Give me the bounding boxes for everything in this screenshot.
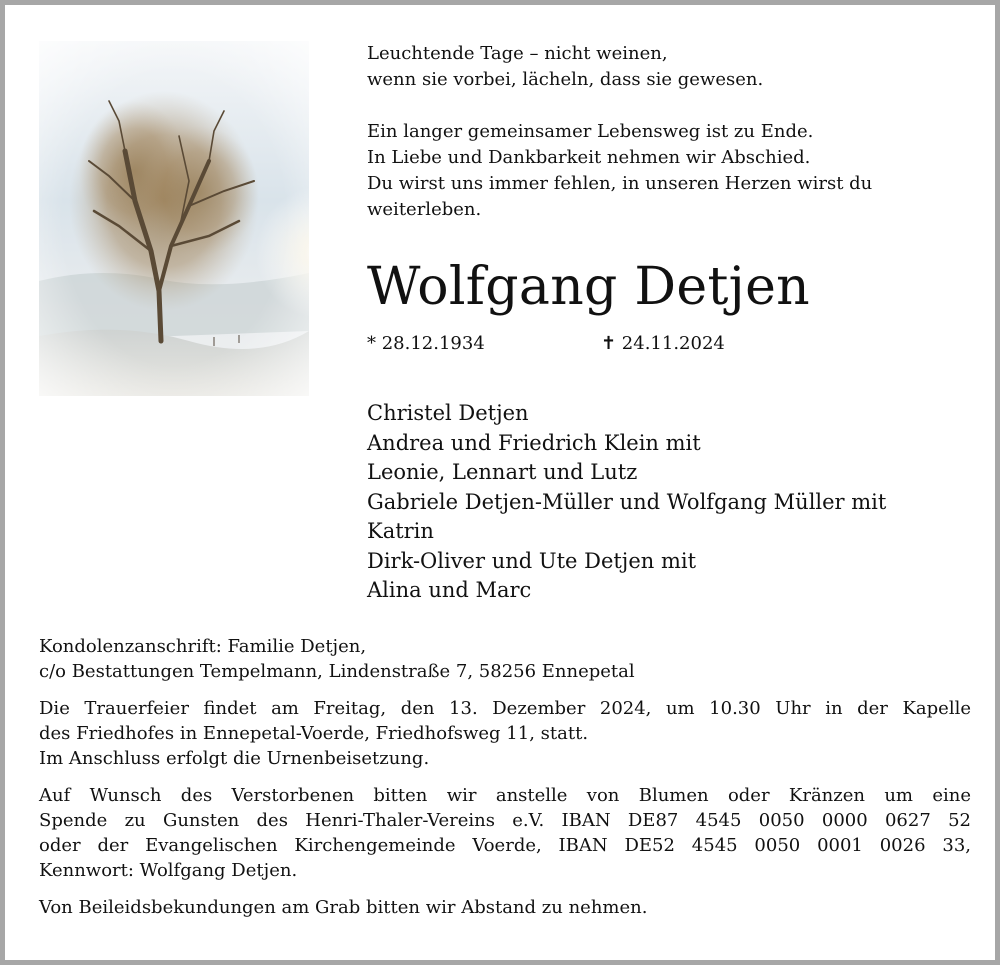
tree-in-mist-photo xyxy=(39,41,309,396)
funeral-info xyxy=(39,696,971,771)
mourner-line: Andrea und Friedrich Klein mit xyxy=(367,430,701,455)
donation-request xyxy=(39,783,971,883)
verse xyxy=(367,41,872,223)
mourner-line: Christel Detjen xyxy=(367,401,529,425)
mourner-line: Dirk-Oliver und Ute Detjen mit xyxy=(367,548,697,573)
death-date: ✝ 24.11.2024 xyxy=(601,333,725,354)
closing-note xyxy=(39,895,971,920)
condolence-line: c/o Bestattungen Tempelmann, Lindenstraße 7, 58256 Ennepetal xyxy=(39,661,635,682)
mourner-line: Gabriele Detjen-Müller und Wolfgang Müller mit xyxy=(367,489,887,514)
donation-line: oder der Evangelischen Kirchengemeinde Voerde, IBAN DE52 4545 0050 0001 0026 33, xyxy=(39,835,971,856)
verse-line: Ein langer gemeinsamer Lebensweg ist zu Ende. xyxy=(367,121,814,142)
verse-line: Leuchtende Tage – nicht weinen, xyxy=(367,43,668,64)
mourner-line: Katrin xyxy=(367,519,434,543)
funeral-line: Im Anschluss erfolgt die Urnenbeisetzung. xyxy=(39,748,430,769)
notice-details xyxy=(39,634,971,932)
closing-line: Von Beileidsbekundungen am Grab bitten wir Abstand zu nehmen. xyxy=(39,897,648,918)
birth-date: * 28.12.1934 xyxy=(367,333,485,354)
donation-line: Auf Wunsch des Verstorbenen bitten wir anstelle von Blumen oder Kränzen um eine xyxy=(39,785,971,806)
verse-line: wenn sie vorbei, lächeln, dass sie gewesen. xyxy=(367,69,764,90)
funeral-line: Die Trauerfeier findet am Freitag, den 13. Dezember 2024, um 10.30 Uhr in der Kapelle xyxy=(39,698,971,719)
donation-line: Spende zu Gunsten des Henri-Thaler-Vereins e.V. IBAN DE87 4545 0050 0000 0627 52 xyxy=(39,810,971,831)
mourner-line: Leonie, Lennart und Lutz xyxy=(367,460,638,484)
mourners-list xyxy=(367,399,977,606)
donation-line: Kennwort: Wolfgang Detjen. xyxy=(39,860,298,881)
deceased-name: Wolfgang Detjen xyxy=(367,257,810,317)
mourner-line: Alina und Marc xyxy=(367,578,532,602)
verse-stanza-1 xyxy=(367,41,872,93)
verse-line: weiterleben. xyxy=(367,199,482,220)
life-dates xyxy=(367,333,725,354)
verse-line: In Liebe und Dankbarkeit nehmen wir Abschied. xyxy=(367,147,811,168)
funeral-line: des Friedhofes in Ennepetal-Voerde, Friedhofsweg 11, statt. xyxy=(39,723,589,744)
verse-stanza-2 xyxy=(367,119,872,223)
verse-line: Du wirst uns immer fehlen, in unseren Herzen wirst du xyxy=(367,173,873,194)
condolence-address xyxy=(39,634,971,684)
condolence-line: Kondolenzanschrift: Familie Detjen, xyxy=(39,636,367,657)
